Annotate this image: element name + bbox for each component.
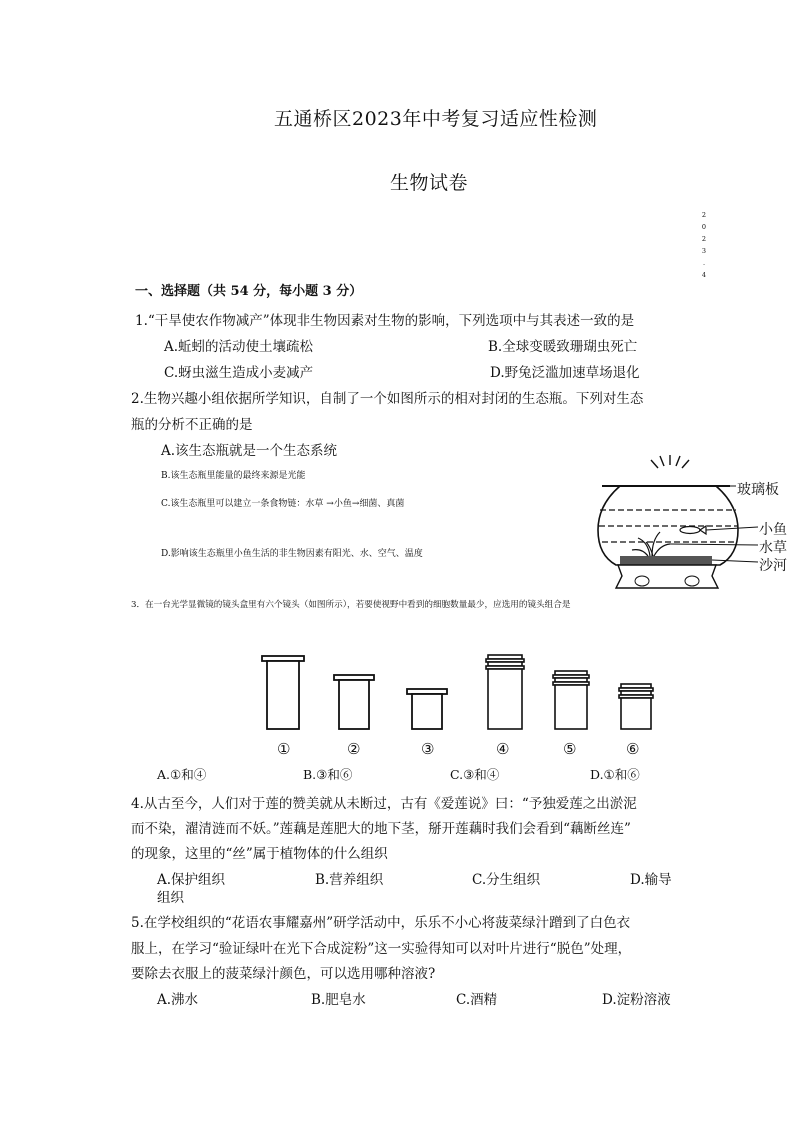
bottle-stand: [616, 565, 718, 588]
side-mark-char: 2: [701, 211, 707, 219]
q2-option-a: A.该生态瓶就是一个生态系统: [161, 443, 338, 459]
q1-option-c: C.蚜虫滋生造成小麦减产: [164, 365, 314, 381]
q3-option-c: C.③和④: [450, 767, 500, 782]
q4-line1: 4.从古至今，人们对于莲的赞美就从未断过，古有《爱莲说》曰：“予独爱莲之出淤泥: [131, 796, 637, 812]
q4-option-a: A.保护组织: [157, 872, 226, 888]
q4-option-d-cont: 组织: [157, 890, 184, 906]
exam-subtitle: 生物试卷: [390, 172, 469, 194]
lens-number-6: ⑥: [626, 740, 640, 758]
exam-title: 五通桥区2023年中考复习适应性检测: [274, 108, 598, 130]
lens-6-icon: [619, 684, 653, 729]
q3-option-b: B.③和⑥: [303, 767, 353, 782]
q4-line3: 的现象，这里的“丝”属于植物体的什么组织: [131, 846, 388, 862]
fish-icon: [680, 526, 706, 534]
q5-option-c: C.酒精: [456, 992, 498, 1008]
q4-option-b: B.营养组织: [315, 872, 384, 888]
q5-option-b: B.肥皂水: [311, 992, 366, 1008]
label-water-grass: 水草: [759, 540, 787, 556]
side-mark-char: 3: [701, 247, 707, 255]
q3-option-d: D.①和⑥: [590, 767, 640, 782]
lens-4-icon: [486, 655, 524, 729]
water-grass-icon: [632, 532, 670, 556]
q3-stem: 3．在一台光学显微镜的镜头盒里有六个镜头（如图所示），若要使视野中看到的细胞数量最少，应选用的镜头组合是: [131, 600, 571, 610]
lens-number-2: ②: [347, 740, 361, 758]
lens-figure: [255, 650, 675, 740]
side-mark-char: 2: [701, 235, 707, 243]
q4-option-d: D.输导: [630, 872, 672, 888]
q2-option-b: B.该生态瓶里能量的最终来源是光能: [161, 471, 306, 481]
q5-option-a: A.沸水: [157, 992, 199, 1008]
q1-option-a: A.蚯蚓的活动使土壤疏松: [164, 339, 314, 355]
side-mark-char: 4: [701, 271, 707, 279]
q2-stem-line2: 瓶的分析不正确的是: [131, 417, 253, 433]
lens-5-icon: [553, 671, 589, 729]
sand-layer: [620, 556, 712, 565]
lens-2-icon: [334, 675, 374, 729]
q5-line2: 服上，在学习“验证绿叶在光下合成淀粉”这一实验得知可以对叶片进行“脱色”处理，: [131, 941, 632, 957]
q1-stem: 1.“干旱使农作物减产”体现非生物因素对生物的影响，下列选项中与其表述一致的是: [135, 313, 635, 329]
q4-option-c: C.分生组织: [472, 872, 541, 888]
section-heading: 一、选择题（共 54 分，每小题 3 分）: [135, 284, 363, 299]
lens-number-5: ⑤: [563, 740, 577, 758]
q2-stem-line1: 2.生物兴趣小组依据所学知识，自制了一个如图所示的相对封闭的生态瓶。下列对生态: [131, 391, 644, 407]
lens-3-icon: [407, 689, 447, 729]
lens-number-1: ①: [277, 740, 291, 758]
side-mark-char: .: [702, 259, 706, 267]
q1-option-d: D.野兔泛滥加速草场退化: [490, 365, 640, 381]
q1-option-b: B.全球变暖致珊瑚虫死亡: [488, 339, 638, 355]
light-icon: [651, 455, 689, 468]
label-fish: 小鱼: [759, 522, 787, 538]
q5-line1: 5.在学校组织的“花语农事耀嘉州”研学活动中，乐乐不小心将菠菜绿汁蹭到了白色衣: [131, 915, 631, 931]
lens-number-3: ③: [421, 740, 435, 758]
q3-option-a: A.①和④: [157, 767, 207, 782]
side-mark-char: 0: [701, 223, 707, 231]
lens-1-icon: [262, 656, 304, 729]
q2-option-d: D.影响该生态瓶里小鱼生活的非生物因素有阳光、水、空气、温度: [161, 549, 423, 559]
lens-number-4: ④: [496, 740, 510, 758]
q5-line3: 要除去衣服上的菠菜绿汁颜色，可以选用哪种溶液?: [131, 966, 436, 982]
q5-option-d: D.淀粉溶液: [602, 992, 671, 1008]
label-glass-plate: 玻璃板: [737, 482, 779, 498]
label-sand: 沙河: [759, 558, 787, 574]
q4-line2: 而不染，濯清涟而不妖。”莲藕是莲肥大的地下茎，掰开莲藕时我们会看到“藕断丝连”: [131, 821, 631, 837]
q2-option-c: C.该生态瓶里可以建立一条食物链：水草 →小鱼→细菌、真菌: [161, 499, 405, 509]
